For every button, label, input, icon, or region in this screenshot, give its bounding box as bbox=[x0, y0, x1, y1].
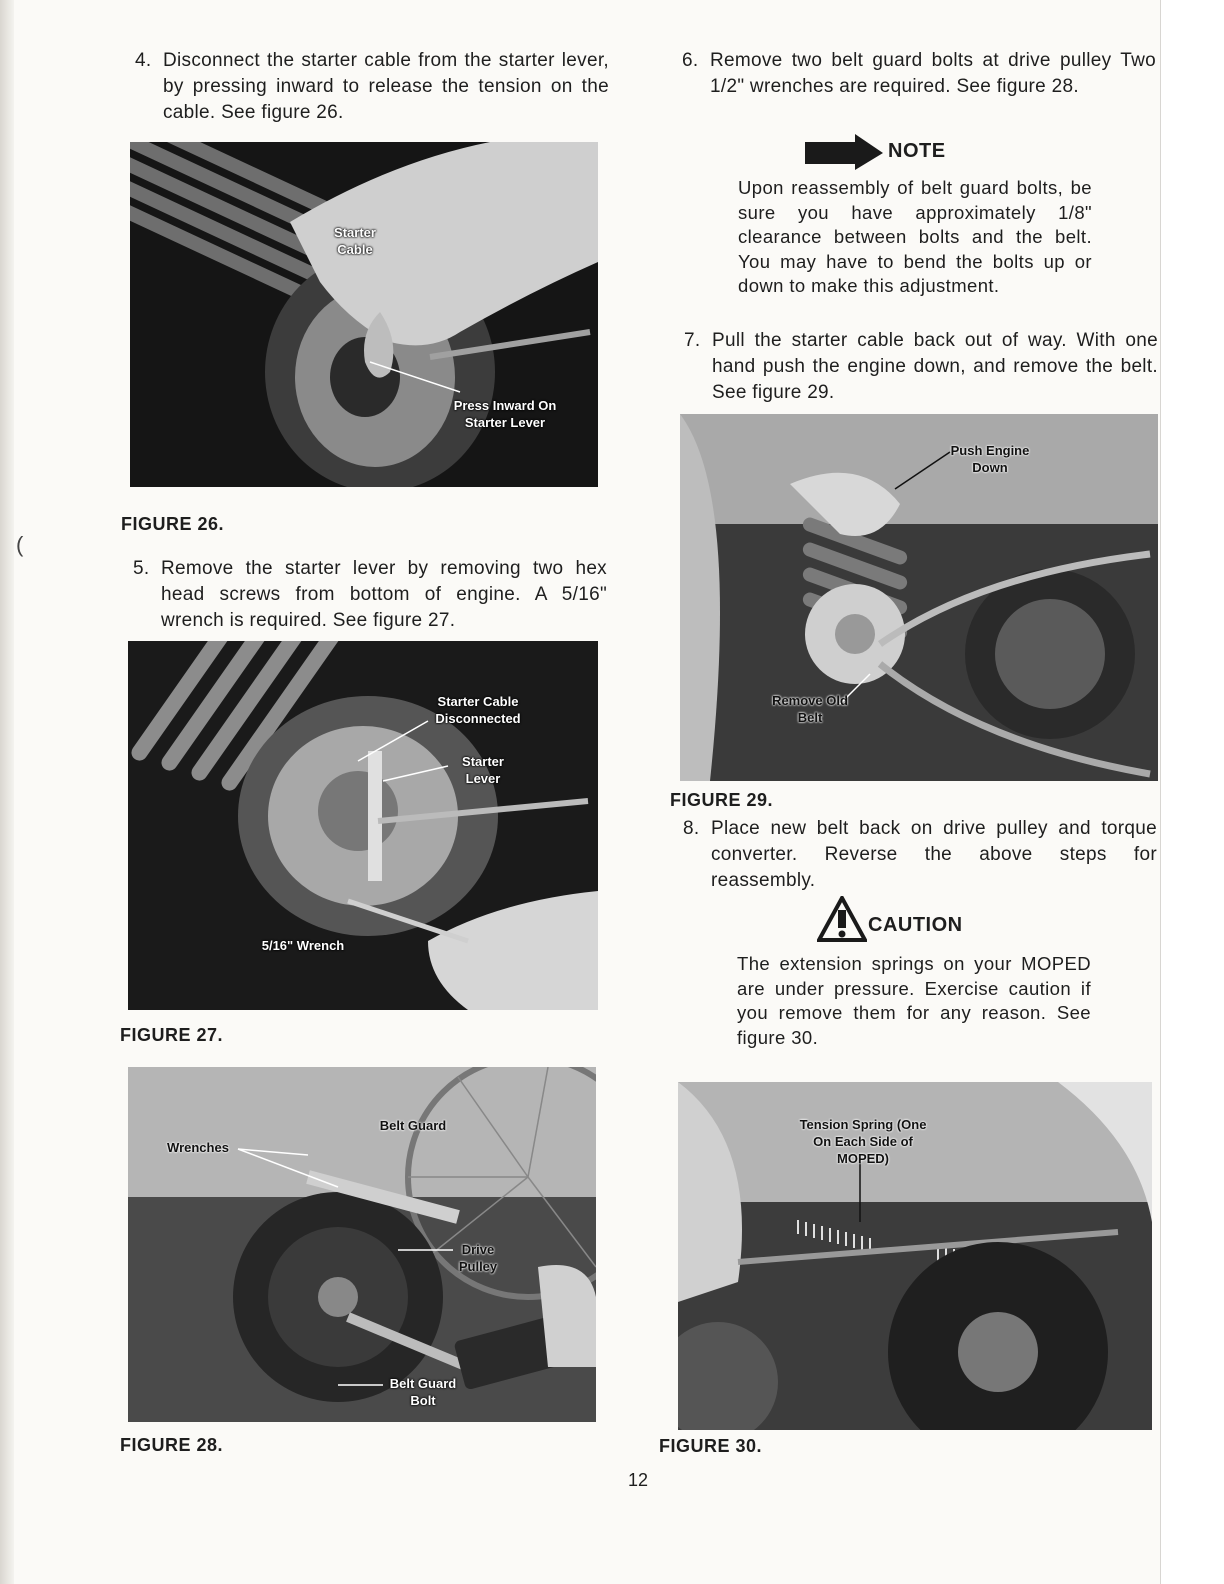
figure-28-label-belt-guard-bolt: Belt Guard Bolt bbox=[389, 1376, 457, 1408]
step-text: Disconnect the starter cable from the starter lever, by pressing inward to release the tension on the cable. See figure 26. bbox=[163, 50, 609, 123]
note-body: Upon reassembly of belt guard bolts, be sure you have approximately 1/8" clearance between bolts and the belt. You may have to bend the bolts up or down to make this adjustment. bbox=[738, 177, 1092, 296]
figure-28-label-drive-pulley: Drive Pulley bbox=[458, 1242, 498, 1274]
figure-28-caption: FIGURE 28. bbox=[120, 1435, 224, 1455]
step-7 bbox=[684, 328, 1158, 406]
figure-29-caption: FIGURE 29. bbox=[670, 790, 774, 810]
caution-title: CAUTION bbox=[868, 914, 963, 936]
step-number: 6. bbox=[682, 50, 699, 71]
figure-26-label-starter-cable: Starter Cable bbox=[334, 225, 376, 257]
page-left-edge bbox=[0, 0, 14, 1584]
figure-29-label-remove-belt: Remove Old Belt bbox=[772, 693, 848, 725]
figure-27-label-wrench: 5/16" Wrench bbox=[261, 938, 345, 953]
step-5 bbox=[133, 556, 607, 634]
note-title: NOTE bbox=[888, 140, 946, 162]
figure-27-label-starter-lever: Starter Lever bbox=[462, 754, 504, 786]
figure-30-caption: FIGURE 30. bbox=[659, 1436, 763, 1456]
step-number: 5. bbox=[133, 558, 150, 579]
caution-warning-icon bbox=[817, 896, 867, 942]
step-number: 8. bbox=[683, 818, 700, 839]
figure-26-photo bbox=[130, 142, 598, 487]
step-text: Remove two belt guard bolts at drive pulley Two 1/2" wrenches are required. See figure 28. bbox=[710, 50, 1156, 97]
figure-30-photo bbox=[678, 1082, 1152, 1430]
step-text: Place new belt back on drive pulley and torque converter. Reverse the above steps for reassembly. bbox=[711, 818, 1157, 891]
step-number: 4. bbox=[135, 50, 152, 71]
figure-28-label-belt-guard: Belt Guard bbox=[379, 1118, 447, 1133]
page-right-edge bbox=[1160, 0, 1224, 1584]
step-text: Pull the starter cable back out of way. With one hand push the engine down, and remove the belt. See figure 29. bbox=[712, 330, 1158, 403]
margin-mark: ( bbox=[16, 532, 24, 557]
step-8 bbox=[683, 816, 1157, 894]
figure-27-photo bbox=[128, 641, 598, 1010]
figure-28-photo bbox=[128, 1067, 596, 1422]
figure-27-caption: FIGURE 27. bbox=[120, 1025, 224, 1045]
caution-body: The extension springs on your MOPED are under pressure. Exercise caution if you remove them for any reason. See figure 30. bbox=[737, 953, 1091, 1048]
step-6 bbox=[682, 48, 1156, 100]
figure-30-label-tension-spring: Tension Spring (One On Each Side of MOPED) bbox=[799, 1117, 927, 1166]
figure-28-label-wrenches: Wrenches bbox=[167, 1140, 229, 1155]
page-number: 12 bbox=[628, 1470, 649, 1490]
note-arrow-icon bbox=[805, 134, 885, 170]
figure-29-photo bbox=[680, 414, 1158, 781]
figure-27-label-cable-disconnected: Starter Cable Disconnected bbox=[435, 694, 521, 726]
figure-29-label-push-engine: Push Engine Down bbox=[950, 443, 1030, 475]
figure-26-label-press-inward: Press Inward On Starter Lever bbox=[453, 398, 557, 430]
step-4 bbox=[135, 48, 609, 126]
step-number: 7. bbox=[684, 330, 701, 351]
step-text: Remove the starter lever by removing two hex head screws from bottom of engine. A 5/16" wrench is required. See figure 27. bbox=[161, 558, 607, 631]
figure-26-caption: FIGURE 26. bbox=[121, 514, 225, 534]
